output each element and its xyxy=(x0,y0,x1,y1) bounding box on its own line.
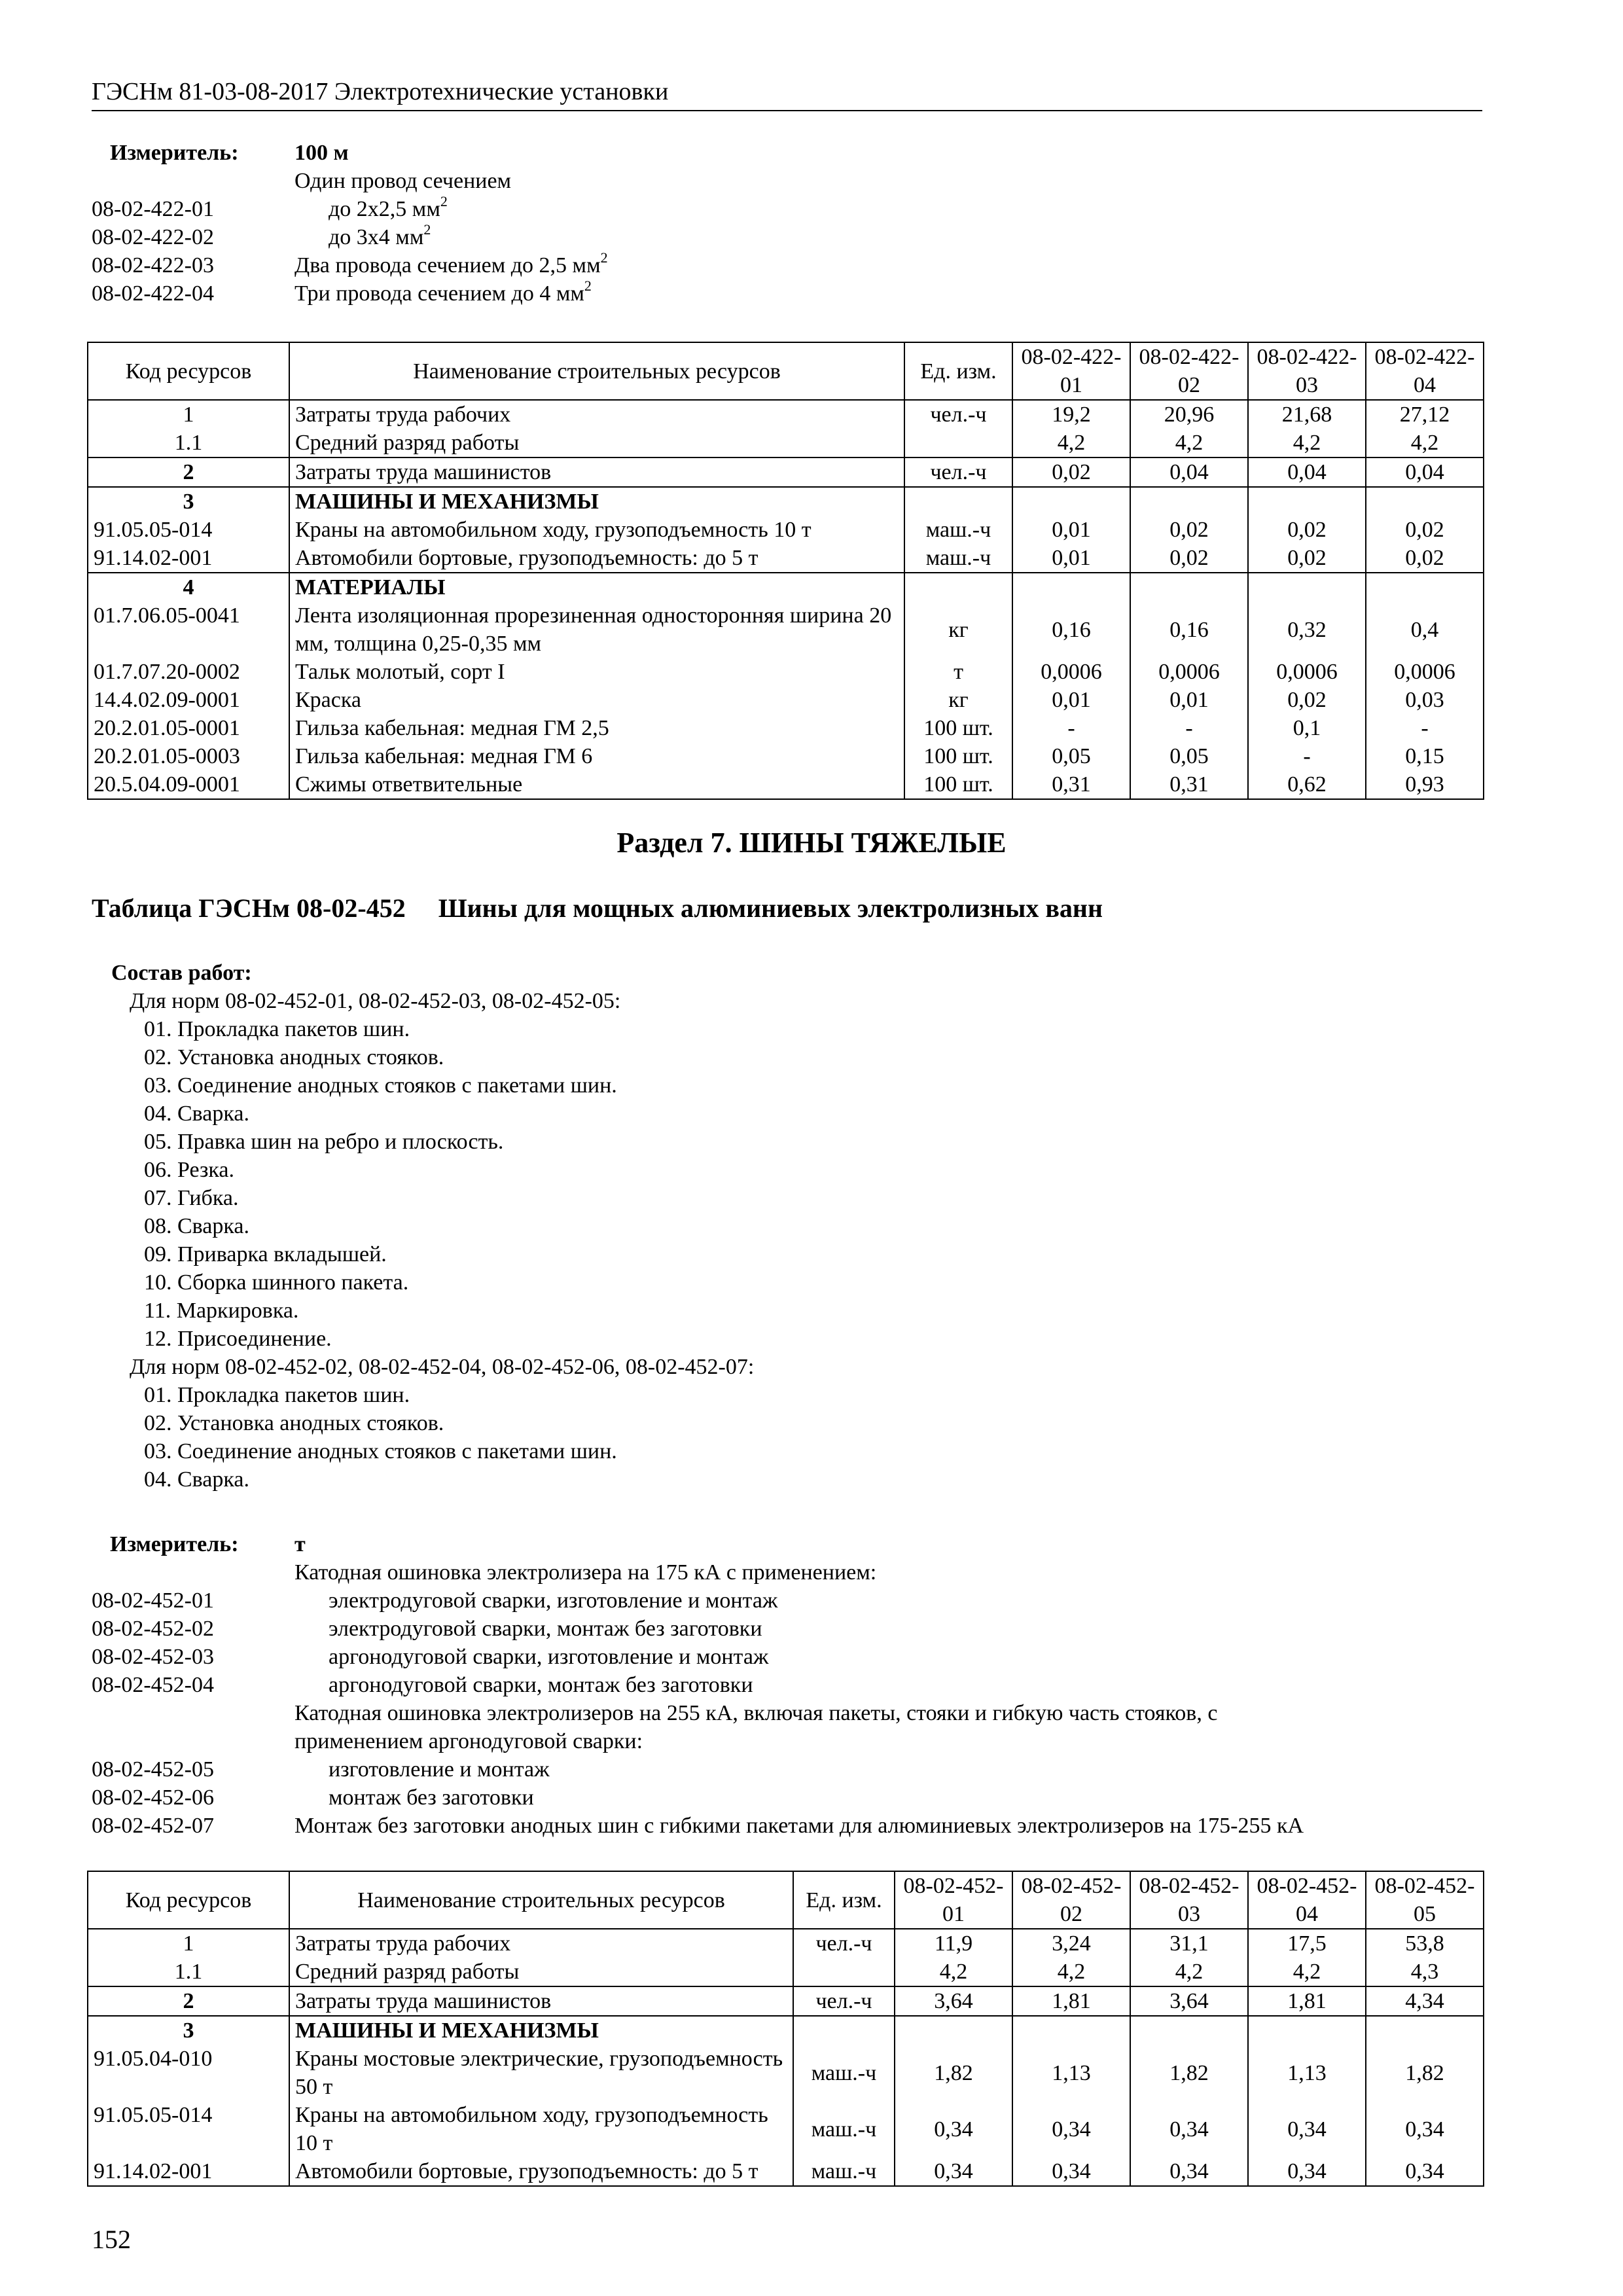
norm-description xyxy=(294,279,1482,308)
resource-value: 21,68 xyxy=(1248,400,1366,429)
table-row xyxy=(88,573,1484,601)
norm-code: 08-02-422-02 xyxy=(92,225,214,249)
resource-value: 19,2 xyxy=(1012,400,1130,429)
resource-code: 91.14.02-001 xyxy=(88,544,289,573)
resource-name: Затраты труда машинистов xyxy=(289,1986,793,2016)
resource-value xyxy=(895,2016,1012,2045)
resource-value: 1,13 xyxy=(1248,2045,1366,2101)
norm-text: аргонодуговой сварки, изготовление и монтаж xyxy=(329,1645,769,1669)
norm-code: 08-02-452-07 xyxy=(92,1814,214,1838)
resource-unit: маш.-ч xyxy=(793,2101,895,2157)
resource-name: Затраты труда рабочих xyxy=(289,1929,793,1958)
resource-unit: чел.-ч xyxy=(904,400,1012,429)
norm-text: Три провода сечением до 4 мм xyxy=(294,281,584,306)
table-number: Таблица ГЭСНм 08-02-452 xyxy=(92,893,406,923)
resource-value: 4,2 xyxy=(1248,429,1366,457)
resource-code: 91.14.02-001 xyxy=(88,2157,289,2186)
resource-name: МАТЕРИАЛЫ xyxy=(289,573,904,601)
norm-description xyxy=(294,223,1482,251)
measure-unit: т xyxy=(294,1532,306,1556)
resource-value: 0,05 xyxy=(1012,742,1130,770)
column-header: 08-02-452-02 xyxy=(1012,1871,1130,1929)
resource-value: 4,34 xyxy=(1366,1986,1484,2016)
table-row xyxy=(88,544,1484,573)
measure-line xyxy=(92,1671,1482,1699)
resource-value xyxy=(1248,2016,1366,2045)
page-number: 152 xyxy=(92,2225,131,2254)
resource-value: 0,34 xyxy=(1248,2101,1366,2157)
table-row xyxy=(88,429,1484,457)
norm-text: Катодная ошиновка электролизера на 175 кА с применением: xyxy=(294,1560,877,1585)
norm-description xyxy=(294,1699,1482,1727)
resource-value: 4,2 xyxy=(1012,1958,1130,1986)
resource-code: 3 xyxy=(88,2016,289,2045)
resource-value: 4,2 xyxy=(1130,429,1248,457)
norm-code: 08-02-422-04 xyxy=(92,281,214,306)
norm-text: до 3x4 мм xyxy=(329,225,424,249)
resource-name: Краны мостовые электрические, грузоподъемность 50 т xyxy=(289,2045,793,2101)
works-item: 04. Сварка. xyxy=(144,1467,249,1492)
resource-value: 0,4 xyxy=(1366,601,1484,658)
table-title xyxy=(92,893,1103,924)
table-row xyxy=(88,516,1484,544)
norm-description xyxy=(294,1643,1482,1671)
norm-code: 08-02-422-03 xyxy=(92,253,214,278)
resource-value: - xyxy=(1130,714,1248,742)
resource-value: 4,3 xyxy=(1366,1958,1484,1986)
resource-name: Затраты труда машинистов xyxy=(289,457,904,487)
resource-name: МАШИНЫ И МЕХАНИЗМЫ xyxy=(289,487,904,516)
resource-value: 0,0006 xyxy=(1012,658,1130,686)
resource-value: 0,01 xyxy=(1012,516,1130,544)
resource-name: МАШИНЫ И МЕХАНИЗМЫ xyxy=(289,2016,793,2045)
resource-value: 0,62 xyxy=(1248,770,1366,799)
resource-name: Краска xyxy=(289,686,904,714)
works-item: 02. Установка анодных стояков. xyxy=(144,1411,444,1435)
measure-line xyxy=(92,1755,1482,1784)
works-item: 12. Присоединение. xyxy=(144,1327,332,1351)
norm-code xyxy=(92,1727,294,1755)
resource-value: 0,02 xyxy=(1012,457,1130,487)
norm-description xyxy=(294,1587,1482,1615)
resource-code: 4 xyxy=(88,573,289,601)
resource-value: 0,04 xyxy=(1130,457,1248,487)
resource-value: 0,02 xyxy=(1130,516,1248,544)
norm-text: Катодная ошиновка электролизеров на 255 кА, включая пакеты, стояки и гибкую часть стояков, с xyxy=(294,1701,1218,1725)
resource-value: 0,0006 xyxy=(1130,658,1248,686)
resource-value: 0,15 xyxy=(1366,742,1484,770)
resource-value: 0,34 xyxy=(1248,2157,1366,2186)
resource-value xyxy=(1366,487,1484,516)
resource-unit xyxy=(904,573,1012,601)
table-row xyxy=(88,686,1484,714)
resource-value: 0,32 xyxy=(1248,601,1366,658)
column-header: 08-02-452-04 xyxy=(1248,1871,1366,1929)
resource-name: Гильза кабельная: медная ГМ 2,5 xyxy=(289,714,904,742)
works-item: 03. Соединение анодных стояков с пакетами шин. xyxy=(144,1073,617,1098)
resource-unit: 100 шт. xyxy=(904,714,1012,742)
resource-code: 91.05.05-014 xyxy=(88,2101,289,2157)
table-row xyxy=(88,658,1484,686)
running-header: ГЭСНм 81-03-08-2017 Электротехнические установки xyxy=(92,77,1482,111)
norm-code xyxy=(92,1558,294,1587)
resource-value xyxy=(1366,573,1484,601)
resource-code: 2 xyxy=(88,457,289,487)
resource-value xyxy=(1012,573,1130,601)
resource-unit: маш.-ч xyxy=(793,2157,895,2186)
resource-value: 0,01 xyxy=(1012,686,1130,714)
column-header: Ед. изм. xyxy=(904,342,1012,400)
column-header: 08-02-422-02 xyxy=(1130,342,1248,400)
resource-value: 1,82 xyxy=(1130,2045,1248,2101)
resource-name: Средний разряд работы xyxy=(289,429,904,457)
works-item: 08. Сварка. xyxy=(144,1214,249,1238)
measure-line xyxy=(92,1587,1482,1615)
norm-text: электродуговой сварки, монтаж без заготовки xyxy=(329,1617,762,1641)
resource-code: 1.1 xyxy=(88,429,289,457)
superscript: 2 xyxy=(423,221,431,238)
measure-line xyxy=(92,1699,1482,1727)
resource-name: Автомобили бортовые, грузоподъемность: до 5 т xyxy=(289,2157,793,2186)
resource-value xyxy=(1130,487,1248,516)
measure-line xyxy=(92,1643,1482,1671)
resource-name: Лента изоляционная прорезиненная односторонняя ширина 20 мм, толщина 0,25-0,35 мм xyxy=(289,601,904,658)
resource-value xyxy=(1012,2016,1130,2045)
norm-description xyxy=(294,1727,1482,1755)
resource-unit xyxy=(904,429,1012,457)
resource-value: 0,01 xyxy=(1130,686,1248,714)
measure-line xyxy=(92,251,1482,279)
resource-value: 0,01 xyxy=(1012,544,1130,573)
measure-line xyxy=(92,1558,1482,1587)
norm-description xyxy=(294,251,1482,279)
resource-value: 0,1 xyxy=(1248,714,1366,742)
resource-value: 0,34 xyxy=(1366,2157,1484,2186)
works-item: 01. Прокладка пакетов шин. xyxy=(144,1017,410,1041)
resource-value: 3,64 xyxy=(895,1986,1012,2016)
norm-code: 08-02-452-04 xyxy=(92,1673,214,1697)
resource-value xyxy=(1012,487,1130,516)
table-row xyxy=(88,1986,1484,2016)
works-item: 09. Приварка вкладышей. xyxy=(144,1242,387,1266)
resource-name: Краны на автомобильном ходу, грузоподъемность 10 т xyxy=(289,2101,793,2157)
table-row xyxy=(88,770,1484,799)
resource-value: 0,02 xyxy=(1366,544,1484,573)
resource-unit: кг xyxy=(904,601,1012,658)
norm-code: 08-02-422-01 xyxy=(92,197,214,221)
norm-code: 08-02-452-02 xyxy=(92,1617,214,1641)
table-row xyxy=(88,2101,1484,2157)
works-item: 06. Резка. xyxy=(144,1158,234,1182)
superscript: 2 xyxy=(600,249,608,266)
column-header: 08-02-452-01 xyxy=(895,1871,1012,1929)
superscript: 2 xyxy=(584,278,592,294)
resource-value: 4,2 xyxy=(1248,1958,1366,1986)
resource-unit: чел.-ч xyxy=(793,1986,895,2016)
norm-code xyxy=(92,1699,294,1727)
norm-code: 08-02-452-01 xyxy=(92,1588,214,1613)
works-item: 07. Гибка. xyxy=(144,1186,239,1210)
resource-unit: т xyxy=(904,658,1012,686)
measure-line xyxy=(92,279,1482,308)
resource-value: 20,96 xyxy=(1130,400,1248,429)
works-item: 04. Сварка. xyxy=(144,1102,249,1126)
measure-line xyxy=(92,1784,1482,1812)
resource-value: - xyxy=(1366,714,1484,742)
resource-code: 14.4.02.09-0001 xyxy=(88,686,289,714)
resource-value: 0,16 xyxy=(1130,601,1248,658)
superscript: 2 xyxy=(440,193,448,209)
column-header: 08-02-422-03 xyxy=(1248,342,1366,400)
resource-unit: кг xyxy=(904,686,1012,714)
norm-description xyxy=(294,167,1482,195)
resource-unit: маш.-ч xyxy=(904,544,1012,573)
resource-value: 4,2 xyxy=(895,1958,1012,1986)
resource-value: 4,2 xyxy=(1012,429,1130,457)
table-row xyxy=(88,487,1484,516)
resource-value: 0,93 xyxy=(1366,770,1484,799)
measure-line xyxy=(92,223,1482,251)
norm-text: электродуговой сварки, изготовление и монтаж xyxy=(329,1588,778,1613)
resource-value: 0,34 xyxy=(1012,2157,1130,2186)
resource-name: Краны на автомобильном ходу, грузоподъемность 10 т xyxy=(289,516,904,544)
resource-value: 0,03 xyxy=(1366,686,1484,714)
resource-code: 20.2.01.05-0003 xyxy=(88,742,289,770)
resource-value: 1,81 xyxy=(1012,1986,1130,2016)
resource-value: 31,1 xyxy=(1130,1929,1248,1958)
resource-value: 11,9 xyxy=(895,1929,1012,1958)
norm-description xyxy=(294,1784,1482,1812)
norm-text: монтаж без заготовки xyxy=(329,1785,534,1810)
table-row xyxy=(88,714,1484,742)
resource-value: 0,31 xyxy=(1130,770,1248,799)
resource-name: Сжимы ответвительные xyxy=(289,770,904,799)
resource-value: 0,04 xyxy=(1248,457,1366,487)
measure-line xyxy=(92,167,1482,195)
table-row xyxy=(88,2016,1484,2045)
resource-unit: 100 шт. xyxy=(904,770,1012,799)
resource-value: 0,02 xyxy=(1366,516,1484,544)
resource-value: 0,34 xyxy=(895,2101,1012,2157)
resource-name: Гильза кабельная: медная ГМ 6 xyxy=(289,742,904,770)
table-row xyxy=(88,1929,1484,1958)
resource-unit xyxy=(904,487,1012,516)
measure-line xyxy=(92,1812,1482,1840)
table-row xyxy=(88,2157,1484,2186)
resource-value: 1,81 xyxy=(1248,1986,1366,2016)
resource-value xyxy=(1248,573,1366,601)
measure-label: Измеритель: xyxy=(110,141,239,165)
table-row xyxy=(88,742,1484,770)
norm-code xyxy=(92,167,294,195)
resource-value: 0,0006 xyxy=(1366,658,1484,686)
norm-text: до 2x2,5 мм xyxy=(329,197,440,221)
table-name: Шины для мощных алюминиевых электролизных ванн xyxy=(438,893,1103,923)
resource-value: 0,34 xyxy=(1130,2101,1248,2157)
works-item: 03. Соединение анодных стояков с пакетами шин. xyxy=(144,1439,617,1463)
resource-value: 0,04 xyxy=(1366,457,1484,487)
resource-value: 0,02 xyxy=(1248,516,1366,544)
norm-description xyxy=(294,1558,1482,1587)
norm-description xyxy=(294,1671,1482,1699)
norm-description xyxy=(294,1615,1482,1643)
resource-value: 4,2 xyxy=(1130,1958,1248,1986)
works-group-intro: Для норм 08-02-452-01, 08-02-452-03, 08-02-452-05: xyxy=(130,989,621,1013)
works-item: 10. Сборка шинного пакета. xyxy=(144,1270,409,1295)
table-row xyxy=(88,1958,1484,1986)
resource-value: 0,0006 xyxy=(1248,658,1366,686)
norm-description xyxy=(294,1755,1482,1784)
norm-text: аргонодуговой сварки, монтаж без заготовки xyxy=(329,1673,753,1697)
works-item: 01. Прокладка пакетов шин. xyxy=(144,1383,410,1407)
resource-value xyxy=(1366,2016,1484,2045)
resource-value: 53,8 xyxy=(1366,1929,1484,1958)
column-header: Код ресурсов xyxy=(88,1871,289,1929)
norm-text: применением аргонодуговой сварки: xyxy=(294,1729,643,1753)
resource-unit: маш.-ч xyxy=(904,516,1012,544)
resource-value: - xyxy=(1012,714,1130,742)
resource-value: 0,34 xyxy=(1366,2101,1484,2157)
table-row xyxy=(88,457,1484,487)
norm-text: Один провод сечением xyxy=(294,169,512,193)
resource-value: 0,02 xyxy=(1248,686,1366,714)
resource-code: 3 xyxy=(88,487,289,516)
resources-table-422 xyxy=(87,342,1484,800)
resource-code: 91.05.05-014 xyxy=(88,516,289,544)
resource-value: - xyxy=(1248,742,1366,770)
table-row xyxy=(88,2045,1484,2101)
column-header: Наименование строительных ресурсов xyxy=(289,1871,793,1929)
norm-code: 08-02-452-06 xyxy=(92,1785,214,1810)
works-item: 02. Установка анодных стояков. xyxy=(144,1045,444,1069)
resource-code: 20.2.01.05-0001 xyxy=(88,714,289,742)
resource-code: 01.7.07.20-0002 xyxy=(88,658,289,686)
resource-value: 0,34 xyxy=(1012,2101,1130,2157)
resources-table-452 xyxy=(87,1871,1484,2187)
norm-text: изготовление и монтаж xyxy=(329,1757,550,1782)
resource-unit xyxy=(793,2016,895,2045)
measure-line xyxy=(92,195,1482,223)
resource-name: Средний разряд работы xyxy=(289,1958,793,1986)
norm-description xyxy=(294,195,1482,223)
section-title: Раздел 7. ШИНЫ ТЯЖЕЛЫЕ xyxy=(616,827,1007,859)
table-row xyxy=(88,601,1484,658)
resource-value: 0,31 xyxy=(1012,770,1130,799)
resource-name: Затраты труда рабочих xyxy=(289,400,904,429)
resource-value: 0,02 xyxy=(1248,544,1366,573)
column-header: 08-02-452-03 xyxy=(1130,1871,1248,1929)
resource-unit: 100 шт. xyxy=(904,742,1012,770)
measure-line xyxy=(92,1727,1482,1755)
resource-value: 1,82 xyxy=(1366,2045,1484,2101)
works-item: 11. Маркировка. xyxy=(144,1299,299,1323)
resource-value: 4,2 xyxy=(1366,429,1484,457)
resource-value xyxy=(1130,573,1248,601)
resource-code: 1 xyxy=(88,1929,289,1958)
resource-code: 91.05.04-010 xyxy=(88,2045,289,2101)
column-header: 08-02-452-05 xyxy=(1366,1871,1484,1929)
norm-code: 08-02-452-03 xyxy=(92,1645,214,1669)
column-header: 08-02-422-01 xyxy=(1012,342,1130,400)
resource-code: 1 xyxy=(88,400,289,429)
resource-value: 0,34 xyxy=(895,2157,1012,2186)
measure-block-422 xyxy=(92,139,1482,308)
norm-text: Монтаж без заготовки анодных шин с гибкими пакетами для алюминиевых электролизеров на 175-255 кА xyxy=(294,1814,1304,1838)
column-header: Наименование строительных ресурсов xyxy=(289,342,904,400)
resource-value: 27,12 xyxy=(1366,400,1484,429)
resource-value: 0,16 xyxy=(1012,601,1130,658)
norm-code: 08-02-452-05 xyxy=(92,1757,214,1782)
resource-name: Автомобили бортовые, грузоподъемность: до 5 т xyxy=(289,544,904,573)
measure-block-452 xyxy=(92,1530,1482,1840)
column-header: 08-02-422-04 xyxy=(1366,342,1484,400)
resource-unit: маш.-ч xyxy=(793,2045,895,2101)
works-group-intro: Для норм 08-02-452-02, 08-02-452-04, 08-02-452-06, 08-02-452-07: xyxy=(130,1355,755,1379)
resource-value xyxy=(1248,487,1366,516)
resource-name: Тальк молотый, сорт I xyxy=(289,658,904,686)
resource-value: 3,24 xyxy=(1012,1929,1130,1958)
norm-description xyxy=(294,1812,1482,1840)
resource-value xyxy=(1130,2016,1248,2045)
column-header: Код ресурсов xyxy=(88,342,289,400)
table-row xyxy=(88,400,1484,429)
works-heading: Состав работ: xyxy=(111,961,252,985)
resource-code: 01.7.06.05-0041 xyxy=(88,601,289,658)
resource-code: 2 xyxy=(88,1986,289,2016)
measure-unit: 100 м xyxy=(294,141,349,165)
resource-value: 0,02 xyxy=(1130,544,1248,573)
works-composition xyxy=(111,959,754,1494)
resource-value: 0,05 xyxy=(1130,742,1248,770)
resource-value: 1,82 xyxy=(895,2045,1012,2101)
norm-text: Два провода сечением до 2,5 мм xyxy=(294,253,601,278)
resource-value: 3,64 xyxy=(1130,1986,1248,2016)
column-header: Ед. изм. xyxy=(793,1871,895,1929)
resource-value: 0,34 xyxy=(1130,2157,1248,2186)
works-item: 05. Правка шин на ребро и плоскость. xyxy=(144,1130,504,1154)
resource-unit: чел.-ч xyxy=(904,457,1012,487)
measure-line xyxy=(92,1615,1482,1643)
resource-value: 1,13 xyxy=(1012,2045,1130,2101)
resource-unit xyxy=(793,1958,895,1986)
resource-unit: чел.-ч xyxy=(793,1929,895,1958)
resource-code: 20.5.04.09-0001 xyxy=(88,770,289,799)
resource-code: 1.1 xyxy=(88,1958,289,1986)
resource-value: 17,5 xyxy=(1248,1929,1366,1958)
measure-label: Измеритель: xyxy=(110,1532,239,1556)
